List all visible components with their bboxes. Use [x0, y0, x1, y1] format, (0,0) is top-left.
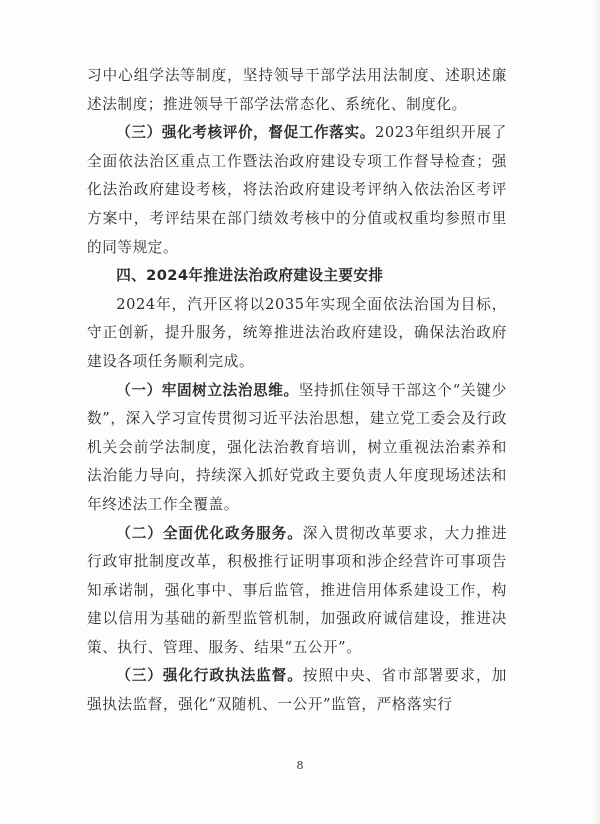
paragraph-intro-2024 [87, 291, 507, 377]
paragraph-text: 深入贯彻改革要求，大力推进行政审批制度改革，积极推行证明事项和涉企经营许可事项告知承诺制，强化事中、事后监管，推进信用体系建设工作，构建以信用为基础的新型监管机制，加强政府诚信建设，推进决策、执行、管理、服务、结果“五公开”。 [87, 524, 507, 656]
paragraph-bold-lead: （三）强化考核评价，督促工作落实。 [116, 124, 375, 142]
paragraph-text: 2023年组织开展了全面依法治区重点工作暨法治政府建设专项工作督导检查；强化法治政府建设考核，将法治政府建设考评纳入依法治区考评方案中，考评结果在部门绩效考核中的分值或权重均参照市里的同等规定。 [87, 124, 507, 256]
paragraph-assessment [87, 119, 507, 262]
paragraph-text: 按照中央、省市部署要求，加强执法监督，强化“双随机、一公开”监管，严格落实行 [87, 667, 507, 714]
paragraph-enforcement-supervision [87, 662, 507, 719]
page-edge-shadow [592, 0, 600, 824]
paragraph-text: 习中心组学法等制度，坚持领导干部学法用法制度、述职述廉述法制度；推进领导干部学法常态化、系统化、制度化。 [87, 67, 507, 113]
paragraph-rule-of-law-thinking [87, 377, 507, 520]
paragraph-bold-lead: （二）全面优化政务服务。 [116, 524, 303, 542]
paragraph-bold-lead: （三）强化行政执法监督。 [116, 667, 303, 685]
document-body [87, 62, 507, 720]
paragraph-bold-lead: （一）牢固树立法治思维。 [116, 381, 299, 399]
section-heading: 四、2024年推进法治政府建设主要安排 [116, 267, 384, 285]
page-number: 8 [296, 759, 304, 772]
paragraph-text: 2024年，汽开区将以2035年实现全面依法治国为目标，守正创新，提升服务，统筹推进法治政府建设，确保法治政府建设各项任务顺利完成。 [87, 295, 507, 370]
paragraph-text: 坚持抓住领导干部这个“关键少数”，深入学习宣传贯彻习近平法治思想，建立党工委会及行政机关会前学法制度，强化法治教育培训，树立重视法治素养和法治能力导向，持续深入抓好党政主要负责人年度现场述法和年终述法工作全覆盖。 [87, 381, 507, 513]
paragraph-continued [87, 62, 507, 119]
paragraph-government-services [87, 520, 507, 663]
